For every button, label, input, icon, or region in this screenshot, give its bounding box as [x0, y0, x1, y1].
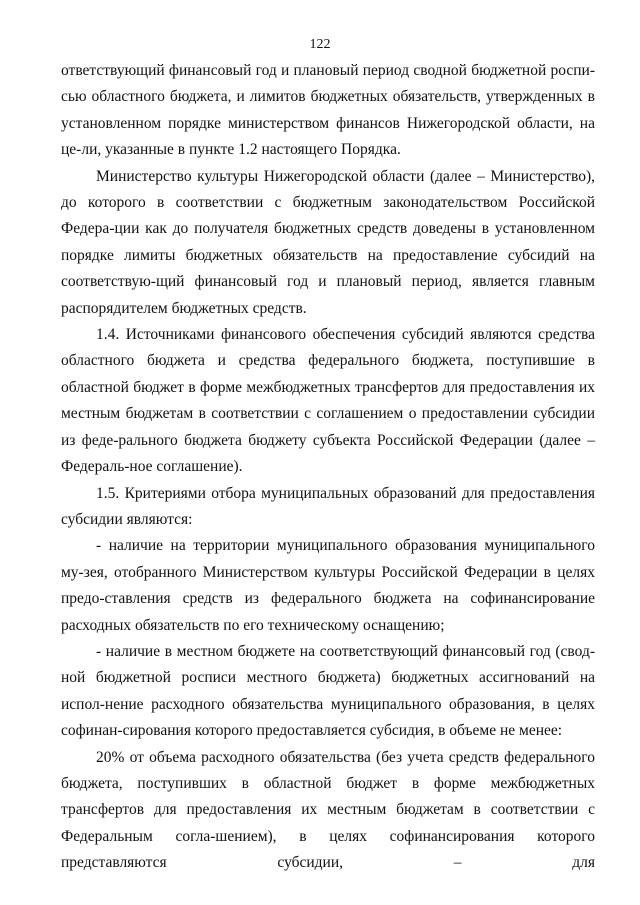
criterion-local-budget: - наличие в местном бюджете на соответствующий финансовый год (свод-ной бюджетной росписи местного бюджета) бюджетных ассигнований на испол-нение расходного обязательства муниципального образования, в целях софинан-сирования которого предоставляется субсидия, в объеме не менее: — [61, 642, 595, 740]
paragraph-1-4-funding-sources: 1.4. Источниками финансового обеспечения субсидий являются средства областного бюджета и средства федерального бюджета, поступившие в областной бюджет в форме межбюджетных трансфертов для предоставления их местным бюджетам в соответствии с соглашением о предоставлении субсидии из феде-рального бюджета бюджету субъекта Российской Федерации (далее – Федераль-ное соглашение). — [61, 326, 595, 476]
page-number: 122 — [309, 37, 331, 52]
document-body — [61, 58, 595, 877]
paragraph-ministry: Министерство культуры Нижегородской области (далее – Министерство), до которого в соответствии с бюджетным законодательством Российской Федера-ции как до получателя бюджетных средств доведены в установленном порядке лимиты бюджетных обязательств на предоставление субсидий на соответствую-щий финансовый год и плановый период, является главным распорядителем бюджетных средств. — [61, 167, 595, 317]
paragraph-twenty-percent: 20% от объема расходного обязательства (без учета средств федерального бюджета, поступивших в областной бюджет в форме межбюджетных трансфертов для предоставления их местным бюджетам в соответствии с Федеральным согла-шением), в целях софинансирования которого представляются субсидии, – для — [61, 748, 595, 872]
paragraph-1-5-criteria: 1.5. Критериями отбора муниципальных образований для предоставления субсидии являются: — [61, 484, 595, 528]
paragraph-continuation: ответствующий финансовый год и плановый период сводной бюджетной роспи-сью областного бюджета, и лимитов бюджетных обязательств, утвержденных в установленном порядке министерством финансов Нижегородской области, на це-ли, указанные в пункте 1.2 настоящего Порядка. — [61, 62, 595, 159]
criterion-museum: - наличие на территории муниципального образования муниципального му-зея, отобранного Министерством культуры Российской Федерации в целях предо-ставления средств из федерального бюджета на софинансирование расходных обязательств по его техническому оснащению; — [61, 537, 595, 634]
